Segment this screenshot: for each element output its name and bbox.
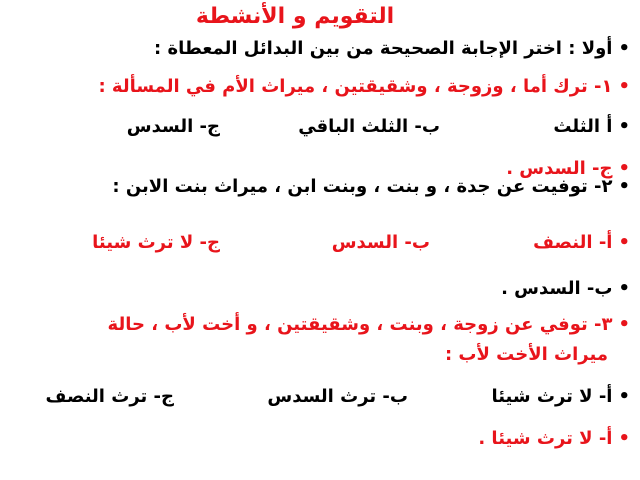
instruction-line <box>10 36 630 62</box>
question-1-text: ١- ترك أما ، وزوجة ، وشقيقتين ، ميراث الأم في المسألة : <box>98 76 613 97</box>
q1-answer-text: ج- السدس . <box>506 158 613 179</box>
q3-option-a: أ- لا ترث شيئا <box>491 386 613 407</box>
q2-option-b: ب- السدس <box>331 232 430 253</box>
q3-option-c: ج- ترث النصف <box>45 386 174 407</box>
bullet: • <box>618 158 630 179</box>
bullet: • <box>618 176 630 197</box>
question-1 <box>10 74 630 100</box>
question-3-line-2 <box>0 342 608 368</box>
question-3-answer <box>10 426 630 452</box>
bullet: • <box>618 278 630 299</box>
q3-answer-text: أ- لا ترث شيئا . <box>478 428 613 449</box>
page-title: التقويم و الأنشطة <box>195 4 395 29</box>
bullet: • <box>618 76 630 97</box>
bullet: • <box>618 386 630 407</box>
question-2 <box>10 174 630 200</box>
bullet: • <box>618 232 630 253</box>
question-3-text-2: ميراث الأخت لأب : <box>444 344 608 365</box>
bullet: • <box>618 116 630 137</box>
q1-option-b: ب- الثلث الباقي <box>298 116 440 137</box>
instruction-text: أولا : اختر الإجابة الصحيحة من بين البدائل المعطاة : <box>153 38 613 59</box>
question-3-options <box>10 384 630 410</box>
bullet: • <box>618 428 630 449</box>
q2-option-c: ج- لا ترث شيئا <box>92 232 220 253</box>
question-2-text: ٢- توفيت عن جدة ، و بنت ، وبنت ابن ، ميراث بنت الابن : <box>112 176 613 197</box>
q3-option-b: ب- ترث السدس <box>267 386 408 407</box>
q2-answer-text: ب- السدس . <box>501 278 613 299</box>
question-2-options <box>10 230 630 256</box>
q1-option-a: أ الثلث <box>553 116 613 137</box>
question-2-answer <box>10 276 630 302</box>
question-3-line-1 <box>10 312 630 338</box>
q2-option-a: أ- النصف <box>533 232 613 253</box>
q1-option-c: ج- السدس <box>126 116 220 137</box>
bullet: • <box>618 314 630 335</box>
question-1-options <box>10 114 630 140</box>
question-3-text-1: ٣- توفي عن زوجة ، وبنت ، وشقيقتين ، و أخت لأب ، حالة <box>107 314 613 335</box>
bullet: • <box>618 38 630 59</box>
